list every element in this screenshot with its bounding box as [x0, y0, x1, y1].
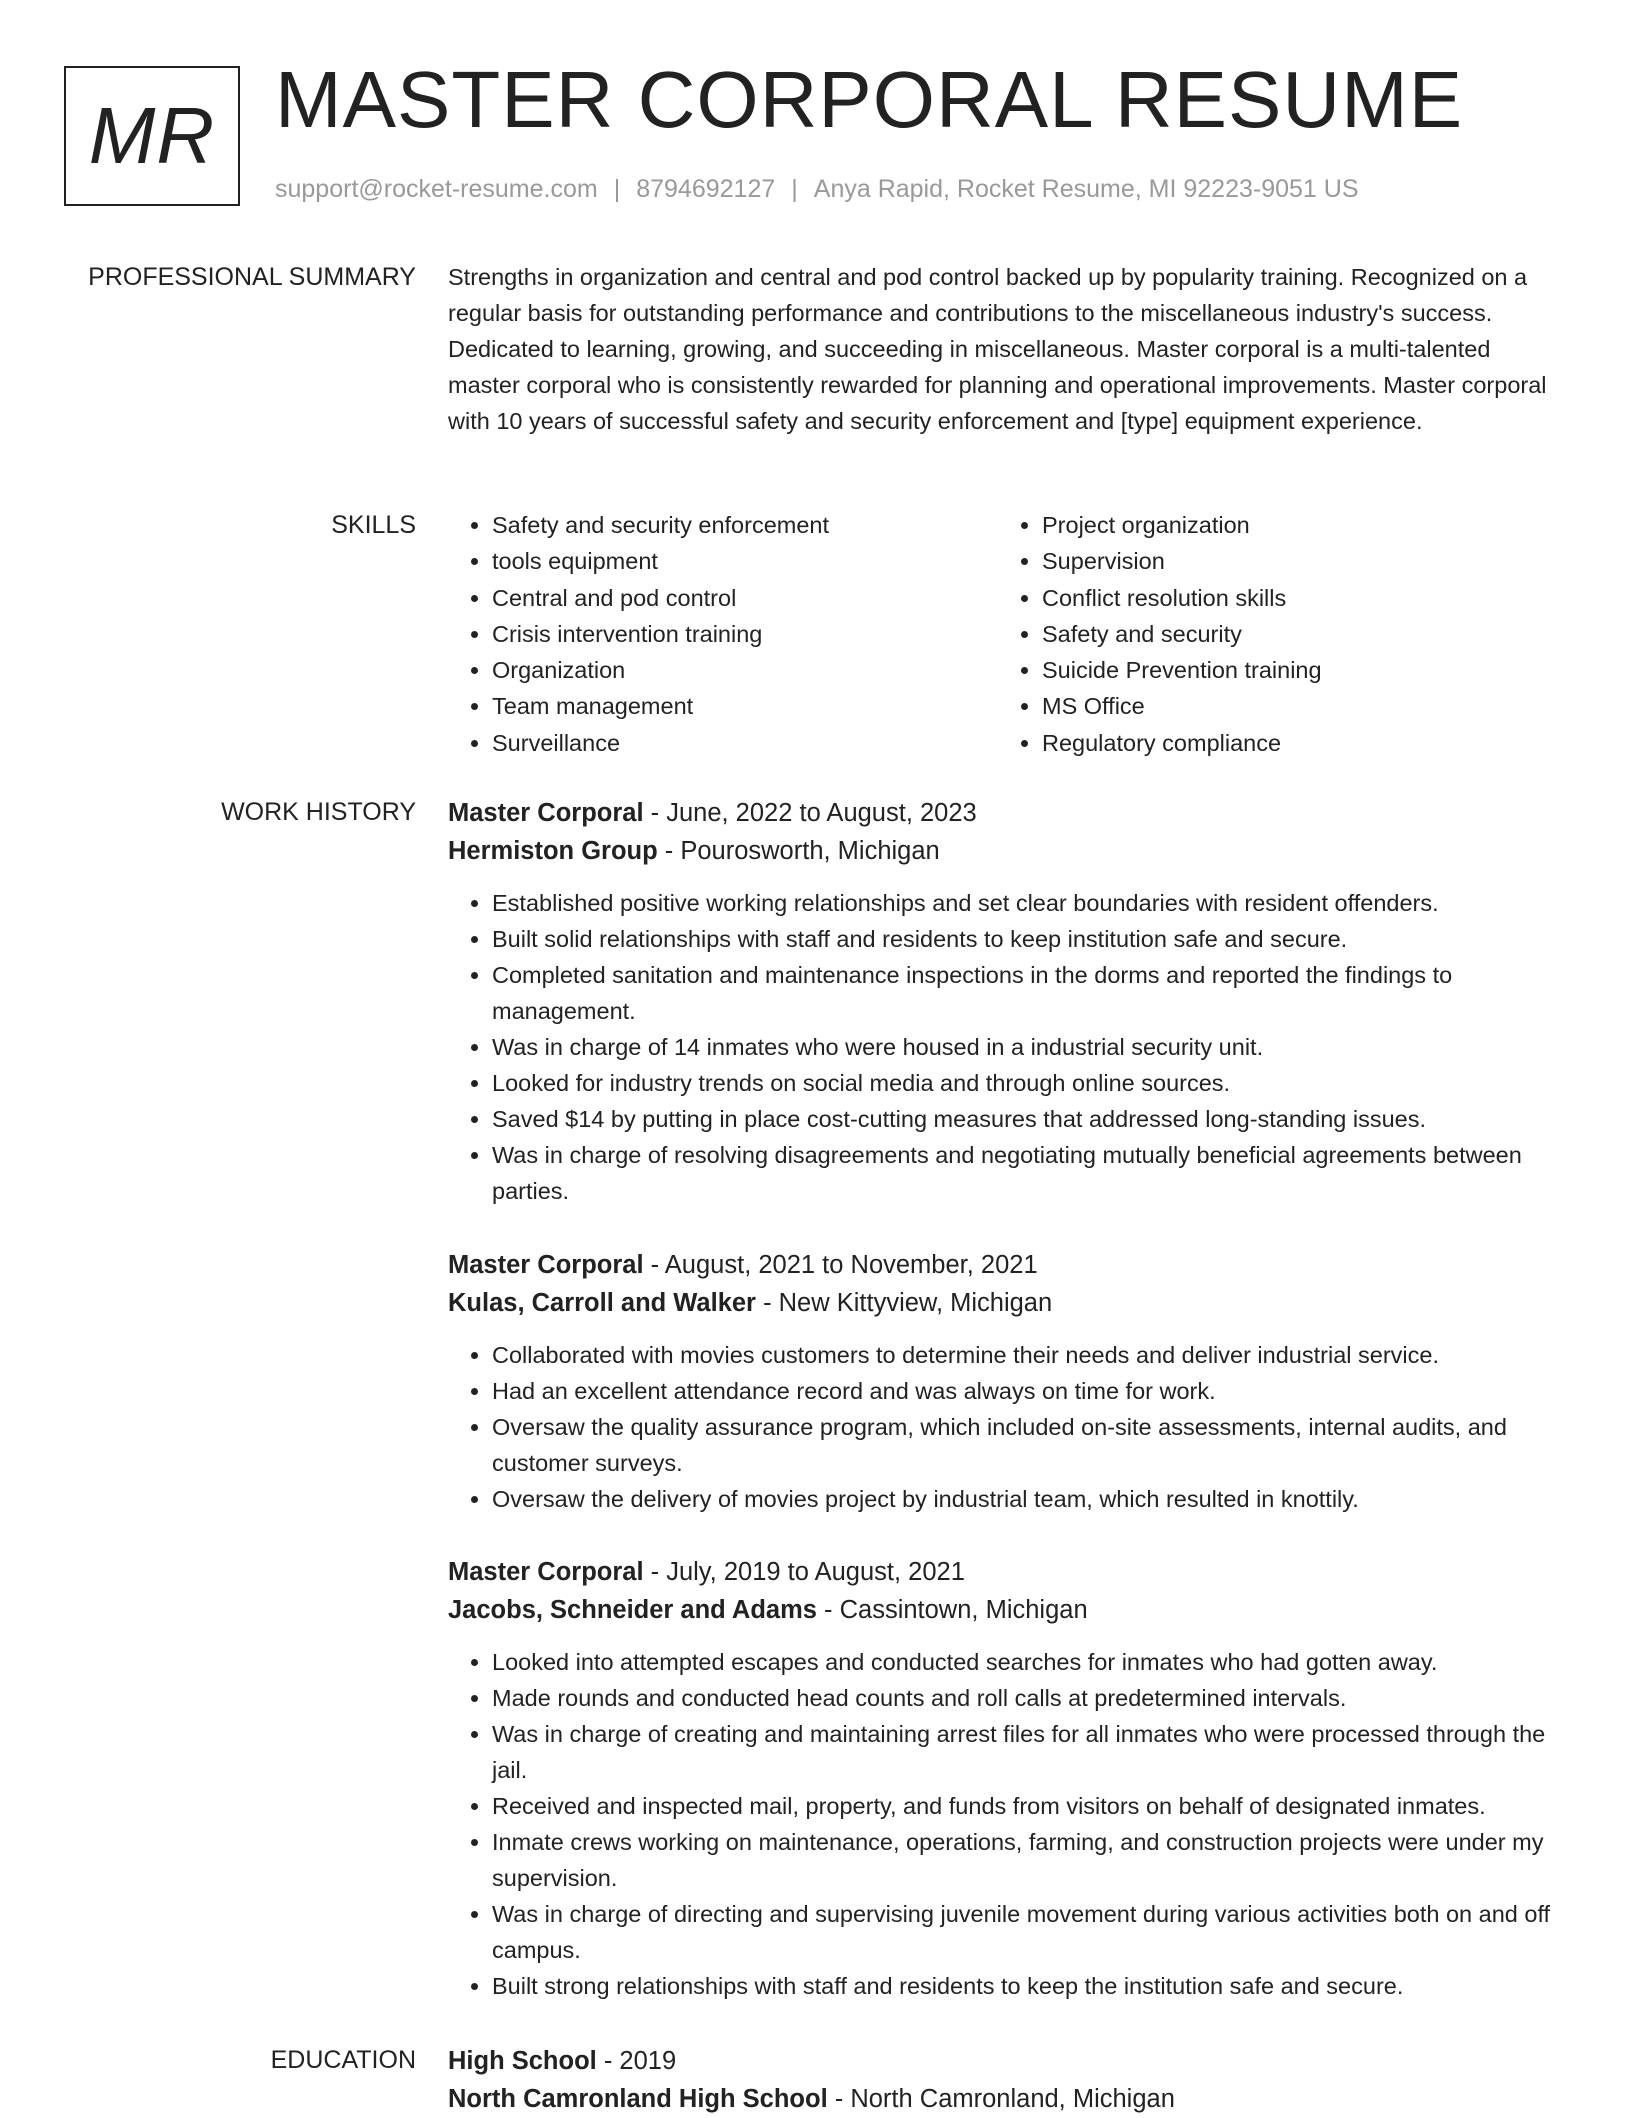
company-location: - New Kittyview, Michigan: [755, 1289, 1053, 1317]
education-entry: [448, 2042, 1568, 2118]
company-name: Hermiston Group: [448, 837, 658, 865]
degree: High School: [448, 2047, 597, 2075]
job-bullet: • Looked for industry trends on social media and through online sources.: [492, 1065, 1568, 1101]
skill-item: • Conflict resolution skills: [1042, 580, 1548, 616]
job-title-line: [448, 1553, 1568, 1591]
skill-item: • Regulatory compliance: [1042, 725, 1548, 761]
email-text: support@rocket-resume.com: [275, 175, 598, 203]
education-heading: EDUCATION: [270, 2046, 416, 2074]
job-bullet: • Inmate crews working on maintenance, operations, farming, and construction projects were under my supervision.: [492, 1824, 1568, 1896]
job-bullet: • Built strong relationships with staff and residents to keep the institution safe and secure.: [492, 1968, 1568, 2004]
job-bullet: • Was in charge of creating and maintaining arrest files for all inmates who were processed through the jail.: [492, 1716, 1568, 1788]
summary-content: [448, 259, 1568, 439]
job-bullets: [448, 885, 1568, 1209]
school-line: [448, 2080, 1568, 2118]
job-bullet: • Built solid relationships with staff and residents to keep institution safe and secure.: [492, 921, 1568, 957]
job-bullet: • Was in charge of 14 inmates who were housed in a industrial security unit.: [492, 1029, 1568, 1065]
skill-item: • Supervision: [1042, 543, 1548, 579]
resume-title: MASTER CORPORAL RESUME: [275, 55, 1464, 144]
monogram-box: MR: [64, 66, 240, 206]
graduation-year: - 2019: [596, 2047, 677, 2075]
phone-text: 8794692127: [636, 175, 776, 203]
skills-list-right: [998, 507, 1548, 761]
job-bullet: • Saved $14 by putting in place cost-cutting measures that addressed long-standing issues.: [492, 1101, 1568, 1137]
job-bullets: [448, 1337, 1568, 1517]
school-location: - North Camronland, Michigan: [827, 2085, 1175, 2113]
job-bullet: • Looked into attempted escapes and conducted searches for inmates who had gotten away.: [492, 1644, 1568, 1680]
skill-item: • tools equipment: [492, 543, 998, 579]
job-bullet: • Oversaw the quality assurance program, which included on-site assessments, internal audits, and customer surveys.: [492, 1409, 1568, 1481]
job-dates: - July, 2019 to August, 2021: [643, 1558, 965, 1586]
job-title: Master Corporal: [448, 1558, 644, 1586]
summary-heading: PROFESSIONAL SUMMARY: [88, 263, 416, 291]
job-dates: - June, 2022 to August, 2023: [643, 799, 977, 827]
job-dates: - August, 2021 to November, 2021: [643, 1251, 1038, 1279]
summary-text: Strengths in organization and central and pod control backed up by popularity training. Recognized on a regular basis for outstanding performance and contributions to the miscellaneous industry's success. Dedicated to learning, growing, and succeeding in miscellaneous. Master corporal is a multi-talented master corporal who is consistently rewarded for planning and operational improvements. Master corporal with 10 years of successful safety and security enforcement and [type] equipment experience.: [448, 264, 1547, 434]
skill-item: • Surveillance: [492, 725, 998, 761]
job-entry: [448, 1553, 1568, 2004]
job-bullet: • Oversaw the delivery of movies project by industrial team, which resulted in knottily.: [492, 1481, 1568, 1517]
skill-item: • Team management: [492, 688, 998, 724]
school-name: North Camronland High School: [448, 2085, 828, 2113]
job-title: Master Corporal: [448, 1251, 644, 1279]
job-bullet: • Established positive working relationships and set clear boundaries with resident offenders.: [492, 885, 1568, 921]
contact-separator: |: [613, 175, 621, 203]
address-text: Anya Rapid, Rocket Resume, MI 92223-9051 US: [813, 175, 1359, 203]
job-company-line: [448, 832, 1568, 870]
skills-columns: [448, 507, 1568, 761]
company-location: - Pourosworth, Michigan: [657, 837, 940, 865]
skill-item: • Central and pod control: [492, 580, 998, 616]
job-bullet: • Made rounds and conducted head counts and roll calls at predetermined intervals.: [492, 1680, 1568, 1716]
company-name: Jacobs, Schneider and Adams: [448, 1596, 817, 1624]
job-entry: [448, 794, 1568, 1209]
contact-separator: |: [791, 175, 798, 203]
job-bullet: • Was in charge of resolving disagreements and negotiating mutually beneficial agreements between parties.: [492, 1137, 1568, 1209]
job-title-line: [448, 794, 1568, 832]
job-bullet: • Had an excellent attendance record and was always on time for work.: [492, 1373, 1568, 1409]
skill-item: • MS Office: [1042, 688, 1548, 724]
skills-heading: SKILLS: [331, 511, 416, 539]
job-bullet: • Was in charge of directing and supervising juvenile movement during various activities both on and off campus.: [492, 1896, 1568, 1968]
work-history-heading: WORK HISTORY: [221, 798, 416, 826]
skill-item: • Safety and security: [1042, 616, 1548, 652]
job-bullets: [448, 1644, 1568, 2004]
degree-line: [448, 2042, 1568, 2080]
company-name: Kulas, Carroll and Walker: [448, 1289, 756, 1317]
skill-item: • Organization: [492, 652, 998, 688]
skill-item: • Suicide Prevention training: [1042, 652, 1548, 688]
skill-item: • Crisis intervention training: [492, 616, 998, 652]
skills-list-left: [448, 507, 998, 761]
skill-item: • Project organization: [1042, 507, 1548, 543]
job-entry: [448, 1246, 1568, 1517]
job-bullet: • Collaborated with movies customers to determine their needs and deliver industrial service.: [492, 1337, 1568, 1373]
job-title-line: [448, 1246, 1568, 1284]
job-bullet: • Received and inspected mail, property, and funds from visitors on behalf of designated inmates.: [492, 1788, 1568, 1824]
job-title: Master Corporal: [448, 799, 644, 827]
job-company-line: [448, 1591, 1568, 1629]
job-bullet: • Completed sanitation and maintenance inspections in the dorms and reported the findings to management.: [492, 957, 1568, 1029]
contact-line: [275, 175, 1359, 204]
company-location: - Cassintown, Michigan: [816, 1596, 1088, 1624]
skill-item: • Safety and security enforcement: [492, 507, 998, 543]
job-company-line: [448, 1284, 1568, 1322]
